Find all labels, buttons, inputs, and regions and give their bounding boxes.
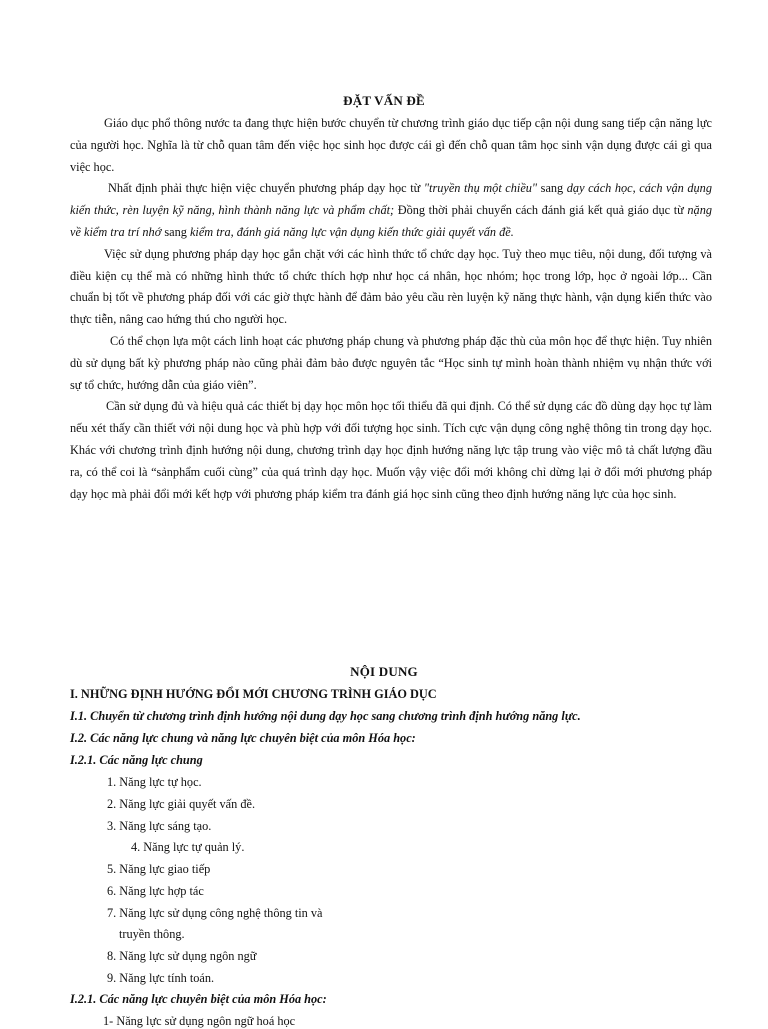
dat-van-de-title: ĐẶT VẤN ĐỀ bbox=[343, 93, 425, 108]
list-item: 3. Năng lực sáng tạo. bbox=[107, 819, 212, 833]
list-item: 5. Năng lực giao tiếp bbox=[107, 862, 211, 876]
subsection-1-1: I.1. Chuyển từ chương trình định hướng nội dung dạy học sang chương trình định hướng năng lực. bbox=[70, 709, 581, 723]
section-1-heading: I. NHỮNG ĐỊNH HƯỚNG ĐỔI MỚI CHƯƠNG TRÌNH GIÁO DỤC bbox=[70, 687, 437, 701]
paragraph-5: Cần sử dụng đủ và hiệu quả các thiết bị dạy học môn học tối thiểu đã qui định. Có thể sử dụng các đồ dùng dạy học tự làm nếu xét thấy cần thiết với nội dung học và phù hợp với đối tượng học sinh. Tích cực vận dụng công nghệ thông tin trong dạy học. Khác với chương trình định hướng nội dung, chương trình dạy học định hướng năng lực tập trung vào việc mô tả chất lượng đầu ra, có thể coi là “sảnphẩm cuối cùng” của quá trình dạy học. Muốn vậy việc đổi mới không chỉ dừng lại ở đổi mới phương pháp dạy học mà phải đổi mới kết hợp với phương pháp kiểm tra đánh giá học sinh cũng theo định hướng năng lực của học sinh. bbox=[70, 399, 712, 501]
list-item: 7. Năng lực sử dụng công nghệ thông tin và bbox=[107, 906, 323, 920]
p2-part-g: sang bbox=[161, 224, 190, 239]
paragraph-1: Giáo dục phổ thông nước ta đang thực hiện bước chuyển từ chương trình giáo dục tiếp cận nội dung sang tiếp cận năng lực của người học. Nghĩa là từ chỗ quan tâm đến việc học sinh học được cái gì đến chỗ quan tâm học sinh vận dụng được cái gì qua việc học. bbox=[70, 116, 712, 174]
list-item: 8. Năng lực sử dụng ngôn ngữ bbox=[107, 949, 257, 963]
paragraph-2 bbox=[70, 178, 712, 243]
list-item: 4. Năng lực tự quản lý. bbox=[131, 840, 245, 854]
list-item: 2. Năng lực giải quyết vấn đề. bbox=[107, 797, 256, 811]
p2-part-d: dạy cách học, cách vận dụng kiến thức, rèn luyện kỹ năng, hình thành năng lực và phẩm chất; bbox=[70, 181, 712, 218]
p2-part-a: Nhất định phải thực hiện việc chuyển phương pháp dạy học từ bbox=[108, 181, 424, 196]
list-item: 9. Năng lực tính toán. bbox=[107, 971, 215, 985]
p2-part-f: nặng về kiểm tra trí nhớ bbox=[70, 203, 712, 239]
p2-part-c: sang bbox=[537, 181, 567, 196]
list-item: 6. Năng lực hợp tác bbox=[107, 884, 204, 898]
list-item-continuation: truyền thông. bbox=[119, 927, 185, 941]
p2-part-e: Đồng thời phải chuyển cách đánh giá kết quả giáo dục từ bbox=[394, 203, 688, 218]
p2-part-b: "truyền thụ một chiều" bbox=[423, 181, 538, 196]
list-item: 1- Năng lực sử dụng ngôn ngữ hoá học bbox=[103, 1014, 296, 1028]
list-item: 1. Năng lực tự học. bbox=[107, 775, 202, 789]
p2-part-h: kiểm tra, đánh giá năng lực vận dụng kiến thức giải quyết vấn đề. bbox=[189, 224, 514, 239]
paragraph-3: Việc sử dụng phương pháp dạy học gắn chặt với các hình thức tổ chức dạy học. Tuỳ theo mục tiêu, nội dung, đối tượng và điều kiện cụ thể mà có những hình thức tổ chức thích hợp như học cá nhân, học nhóm; học trong lớp, học ở ngoài lớp... Cần chuẩn bị tốt về phương pháp đối với các giờ thực hành để đảm bảo yêu cầu rèn luyện kỹ năng thực hành, vận dụng kiến thức vào thực tiễn, nâng cao hứng thú cho người học. bbox=[70, 246, 712, 327]
subsection-specific-competencies: I.2.1. Các năng lực chuyên biệt của môn Hóa học: bbox=[70, 992, 327, 1006]
subsection-1-2: I.2. Các năng lực chung và năng lực chuyên biệt của môn Hóa học: bbox=[70, 731, 416, 745]
noi-dung-title: NỘI DUNG bbox=[350, 664, 418, 679]
paragraph-4: Có thể chọn lựa một cách linh hoạt các phương pháp chung và phương pháp đặc thù của môn học để thực hiện. Tuy nhiên dù sử dụng bất kỳ phương pháp nào cũng phải đảm bảo được nguyên tắc “Học sinh tự mình hoàn thành nhiệm vụ nhận thức với sự tổ chức, hướng dẫn của giáo viên”. bbox=[70, 333, 712, 392]
subsection-1-2-1: I.2.1. Các năng lực chung bbox=[70, 753, 203, 767]
introduction-body bbox=[70, 113, 712, 505]
